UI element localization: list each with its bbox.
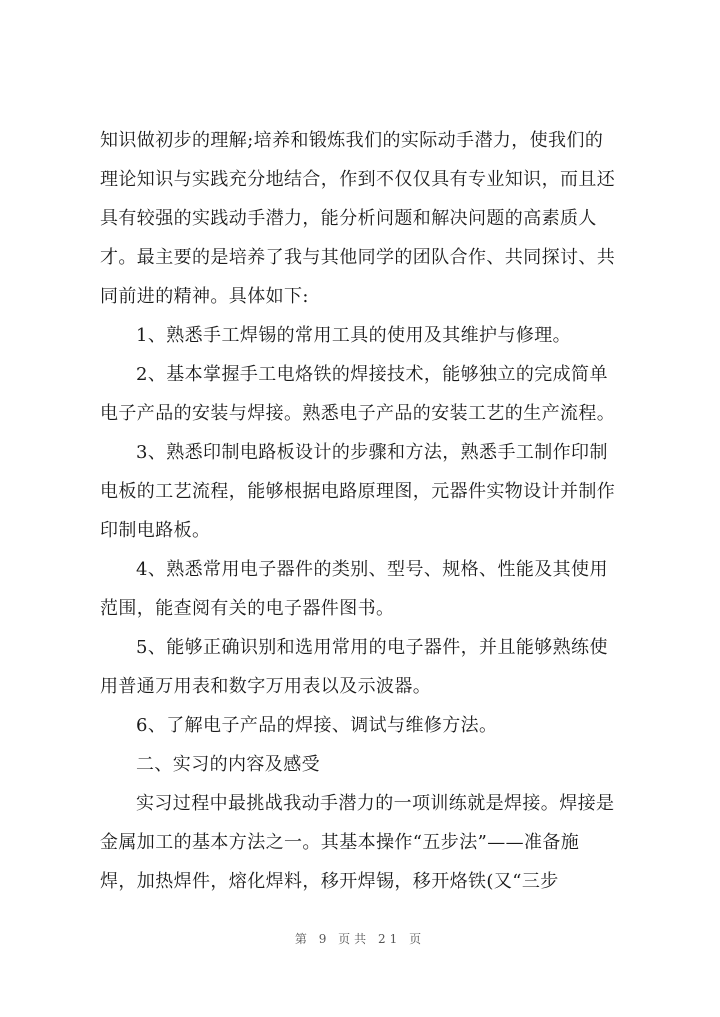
text-line: 知识做初步的理解;培养和锻炼我们的实际动手潜力，使我们的 — [100, 130, 604, 151]
text-line: 电板的工艺流程，能够根据电路原理图，元器件实物设计并制作 — [100, 481, 616, 502]
list-item-1: 1、熟悉手工焊锡的常用工具的使用及其维护与修理。 — [136, 325, 572, 346]
list-item-5: 5、能够正确识别和选用常用的电子器件，并且能够熟练使 — [136, 637, 608, 658]
list-item-4: 4、熟悉常用电子器件的类别、型号、规格、性能及其使用 — [136, 559, 608, 580]
list-item-3: 3、熟悉印制电路板设计的步骤和方法，熟悉手工制作印制 — [136, 442, 608, 463]
text-line: 同前进的精神。具体如下: — [100, 286, 309, 307]
section-heading: 二、实习的内容及感受 — [136, 754, 320, 775]
page-footer — [0, 930, 720, 947]
footer-page-number: 9 — [318, 932, 331, 946]
text-line: 焊，加热焊件，熔化焊料，移开焊锡，移开烙铁(又“三步 — [100, 871, 559, 892]
text-line: 才。最主要的是培养了我与其他同学的团队合作、共同探讨、共 — [100, 247, 616, 268]
text-line: 用普通万用表和数字万用表以及示波器。 — [100, 676, 432, 697]
list-item-6: 6、了解电子产品的焊接、调试与维修方法。 — [136, 715, 498, 736]
paragraph-start: 实习过程中最挑战我动手潜力的一项训练就是焊接。焊接是 — [136, 793, 615, 814]
text-line: 理论知识与实践充分地结合，作到不仅仅具有专业知识，而且还 — [100, 169, 616, 190]
text-line: 印制电路板。 — [100, 520, 211, 541]
text-line: 金属加工的基本方法之一。其基本操作“五步法”——准备施 — [100, 832, 580, 853]
footer-middle: 页共 — [338, 932, 371, 946]
text-line: 具有较强的实践动手潜力，能分析问题和解决问题的高素质人 — [100, 208, 597, 229]
footer-prefix: 第 — [294, 932, 311, 946]
text-line: 范围，能查阅有关的电子器件图书。 — [100, 598, 395, 619]
footer-suffix: 页 — [409, 932, 426, 946]
list-item-2: 2、基本掌握手工电烙铁的焊接技术，能够独立的完成简单 — [136, 364, 608, 385]
footer-total-pages: 21 — [378, 932, 402, 946]
text-line: 电子产品的安装与焊接。熟悉电子产品的安装工艺的生产流程。 — [100, 403, 616, 424]
